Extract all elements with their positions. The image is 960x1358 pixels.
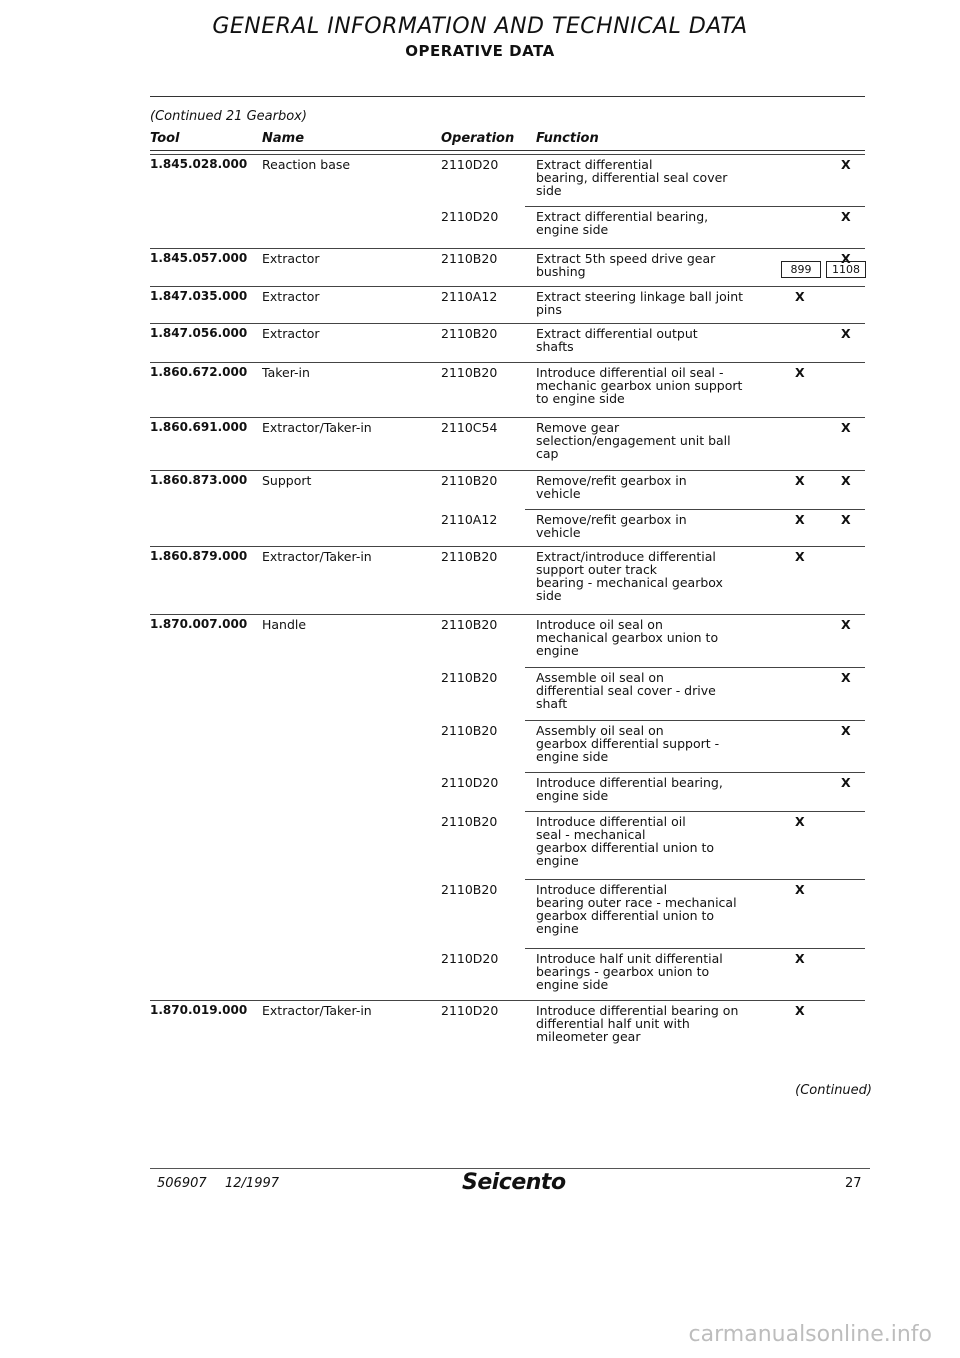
function-line: vehicle (536, 525, 581, 540)
row-divider (525, 772, 865, 773)
model-899-mark: X (795, 512, 805, 527)
tool-number: 1.860.691.000 (150, 420, 248, 434)
function-line: Extract differential output (536, 326, 698, 341)
function-line: shafts (536, 339, 574, 354)
tool-name: Taker-in (262, 365, 310, 380)
model-899-badge: 899 (781, 261, 821, 278)
page-number: 27 (845, 1176, 862, 1191)
function-description (536, 366, 771, 405)
tool-number: 1.860.873.000 (150, 473, 248, 487)
operation-code: 2110B20 (441, 365, 498, 380)
function-line: side (536, 183, 562, 198)
brand-logo: Seicento (462, 1170, 566, 1195)
continued-heading: (Continued 21 Gearbox) (150, 109, 307, 124)
function-line: to engine side (536, 391, 625, 406)
tool-number: 1.870.007.000 (150, 617, 248, 631)
tool-name: Extractor/Taker-in (262, 420, 372, 435)
row-divider (525, 667, 865, 668)
function-line: bushing (536, 264, 586, 279)
operation-code: 2110D20 (441, 1003, 499, 1018)
function-line: Extract differential bearing, (536, 209, 709, 224)
function-description (536, 252, 771, 278)
function-line: engine side (536, 222, 609, 237)
document-code: 506907 (157, 1176, 207, 1191)
function-line: mechanical gearbox union to (536, 630, 719, 645)
function-description (536, 1004, 771, 1043)
function-line: cap (536, 446, 559, 461)
row-divider (150, 1000, 865, 1001)
model-1108-mark: X (841, 775, 851, 790)
document-date: 12/1997 (225, 1176, 280, 1191)
function-line: differential half unit with (536, 1016, 690, 1031)
model-899-mark: X (795, 814, 805, 829)
operation-code: 2110B20 (441, 882, 498, 897)
function-line: bearings - gearbox union to (536, 964, 710, 979)
function-line: gearbox differential union to (536, 840, 715, 855)
function-line: Extract 5th speed drive gear (536, 251, 716, 266)
operation-code: 2110D20 (441, 951, 499, 966)
page-subtitle: OPERATIVE DATA (405, 42, 555, 60)
row-divider (525, 206, 865, 207)
function-description (536, 421, 771, 460)
row-divider (525, 509, 865, 510)
operation-code: 2110C54 (441, 420, 498, 435)
col-header-function: Function (536, 131, 599, 146)
row-divider (150, 546, 865, 547)
operation-code: 2110A12 (441, 512, 498, 527)
function-line: Assemble oil seal on (536, 670, 664, 685)
row-divider (525, 948, 865, 949)
model-899-mark: X (795, 882, 805, 897)
tool-number: 1.847.035.000 (150, 289, 248, 303)
tool-name: Extractor (262, 289, 320, 304)
function-description (536, 327, 771, 353)
model-899-mark: X (795, 365, 805, 380)
tool-name: Support (262, 473, 312, 488)
model-1108-mark: X (841, 512, 851, 527)
col-header-name: Name (262, 131, 305, 146)
tool-number: 1.870.019.000 (150, 1003, 248, 1017)
model-1108-mark: X (841, 617, 851, 632)
function-line: Introduce differential oil seal - (536, 365, 724, 380)
function-line: Introduce half unit differential (536, 951, 723, 966)
function-description (536, 883, 771, 935)
model-1108-mark: X (841, 420, 851, 435)
operation-code: 2110B20 (441, 251, 498, 266)
function-description (536, 618, 771, 657)
function-line: Introduce differential oil (536, 814, 686, 829)
row-divider (525, 720, 865, 721)
model-899-mark: X (795, 1003, 805, 1018)
tool-name: Extractor/Taker-in (262, 549, 372, 564)
function-line: differential seal cover - drive (536, 683, 716, 698)
function-line: engine side (536, 749, 609, 764)
continued-footer-note: (Continued) (795, 1083, 872, 1098)
function-description (536, 724, 771, 763)
model-899-mark: X (795, 289, 805, 304)
function-line: Extract steering linkage ball joint (536, 289, 744, 304)
model-1108-mark: X (841, 251, 851, 266)
operation-code: 2110B20 (441, 723, 498, 738)
model-1108-mark: X (841, 326, 851, 341)
model-1108-badge: 1108 (826, 261, 866, 278)
row-divider (150, 286, 865, 287)
function-line: Remove/refit gearbox in (536, 512, 687, 527)
row-divider (150, 614, 865, 615)
model-1108-mark: X (841, 157, 851, 172)
tool-number: 1.847.056.000 (150, 326, 248, 340)
row-divider (150, 417, 865, 418)
tool-number: 1.860.672.000 (150, 365, 248, 379)
function-line: bearing - mechanical gearbox (536, 575, 723, 590)
function-line: seal - mechanical (536, 827, 646, 842)
function-line: bearing outer race - mechanical (536, 895, 737, 910)
watermark: carmanualsonline.info (688, 1322, 932, 1347)
tool-name: Reaction base (262, 157, 351, 172)
tool-name: Extractor (262, 326, 320, 341)
function-line: shaft (536, 696, 568, 711)
function-line: Assembly oil seal on (536, 723, 664, 738)
function-line: engine (536, 643, 579, 658)
row-divider (150, 154, 865, 155)
function-description (536, 290, 771, 316)
function-line: Extract/introduce differential (536, 549, 716, 564)
function-line: Introduce differential bearing on (536, 1003, 739, 1018)
function-line: mileometer gear (536, 1029, 641, 1044)
tool-number: 1.860.879.000 (150, 549, 248, 563)
operation-code: 2110D20 (441, 157, 499, 172)
function-description (536, 671, 771, 710)
col-header-tool: Tool (150, 131, 180, 146)
model-899-mark: X (795, 951, 805, 966)
function-line: engine (536, 853, 579, 868)
model-1108-mark: X (841, 473, 851, 488)
function-line: Remove gear (536, 420, 620, 435)
footer-divider (150, 1168, 870, 1169)
function-line: engine side (536, 977, 609, 992)
function-description (536, 815, 771, 867)
function-description (536, 776, 771, 802)
row-divider (150, 248, 865, 249)
function-description (536, 210, 771, 236)
operation-code: 2110B20 (441, 473, 498, 488)
function-description (536, 550, 771, 602)
operation-code: 2110D20 (441, 209, 499, 224)
tool-name: Handle (262, 617, 307, 632)
operation-code: 2110A12 (441, 289, 498, 304)
model-899-mark: X (795, 473, 805, 488)
function-line: selection/engagement unit ball (536, 433, 731, 448)
row-divider (525, 879, 865, 880)
operation-code: 2110B20 (441, 617, 498, 632)
function-line: gearbox differential union to (536, 908, 715, 923)
function-line: Extract differential (536, 157, 653, 172)
function-line: Introduce differential bearing, (536, 775, 723, 790)
operation-code: 2110D20 (441, 775, 499, 790)
model-1108-mark: X (841, 723, 851, 738)
function-line: vehicle (536, 486, 581, 501)
tool-number: 1.845.057.000 (150, 251, 248, 265)
operation-code: 2110B20 (441, 814, 498, 829)
tool-number: 1.845.028.000 (150, 157, 248, 171)
model-899-mark: X (795, 549, 805, 564)
function-line: Introduce differential (536, 882, 668, 897)
function-line: Introduce oil seal on (536, 617, 663, 632)
function-line: support outer track (536, 562, 658, 577)
row-divider (150, 323, 865, 324)
function-description (536, 158, 771, 197)
function-line: mechanic gearbox union support (536, 378, 743, 393)
function-line: engine (536, 921, 579, 936)
row-divider (150, 362, 865, 363)
tool-name: Extractor/Taker-in (262, 1003, 372, 1018)
col-header-operation: Operation (441, 131, 515, 146)
function-line: engine side (536, 788, 609, 803)
operation-code: 2110B20 (441, 326, 498, 341)
function-line: Remove/refit gearbox in (536, 473, 687, 488)
model-1108-mark: X (841, 209, 851, 224)
operation-code: 2110B20 (441, 670, 498, 685)
function-line: gearbox differential support - (536, 736, 720, 751)
model-1108-mark: X (841, 670, 851, 685)
operation-code: 2110B20 (441, 549, 498, 564)
row-divider (150, 470, 865, 471)
row-divider (525, 811, 865, 812)
function-line: bearing, differential seal cover (536, 170, 728, 185)
function-description (536, 513, 771, 539)
function-line: pins (536, 302, 562, 317)
function-description (536, 474, 771, 500)
function-line: side (536, 588, 562, 603)
function-description (536, 952, 771, 991)
tool-name: Extractor (262, 251, 320, 266)
page-title: GENERAL INFORMATION AND TECHNICAL DATA (212, 14, 748, 39)
